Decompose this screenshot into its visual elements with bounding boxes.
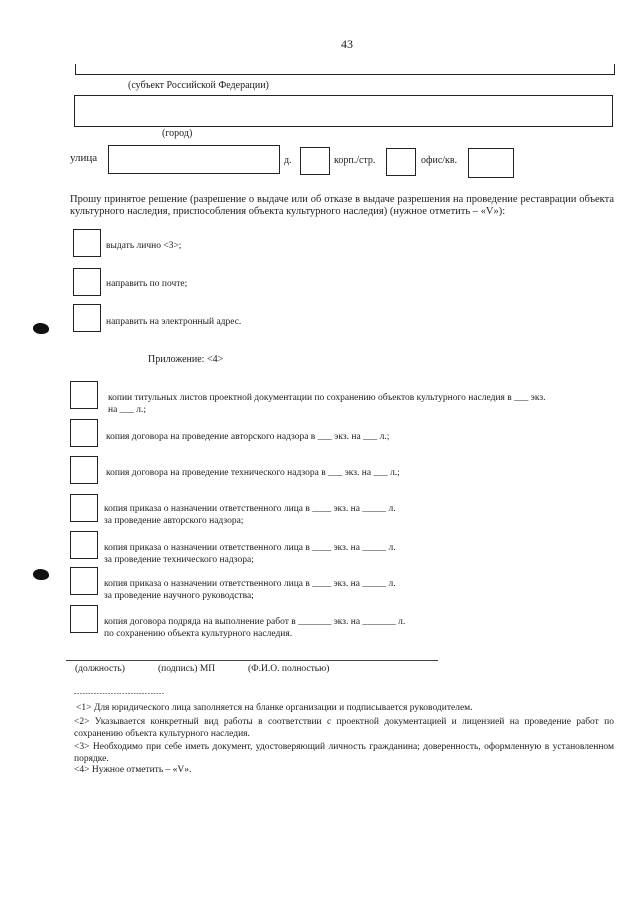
delivery-in-person-checkbox[interactable] <box>73 229 101 257</box>
attachment-1-line2: на ___ л.; <box>108 405 147 415</box>
subject-underline <box>75 74 615 75</box>
hole-punch-mark-2 <box>33 569 49 580</box>
attachment-2-line1: копия договора на проведение авторского надзора в ___ экз. на ___ л.; <box>106 432 390 442</box>
building-field[interactable] <box>386 148 416 176</box>
attachment-1-checkbox[interactable] <box>70 381 98 409</box>
attachment-2-checkbox[interactable] <box>70 419 98 447</box>
footnotes-separator: -------------------------------- <box>74 689 165 697</box>
house-label: д. <box>284 155 292 166</box>
subject-right-tick <box>614 64 615 74</box>
attachment-6-line1: копия приказа о назначении ответственного лица в ____ экз. на _____ л. <box>104 579 396 589</box>
signature-name-label: (Ф.И.О. полностью) <box>248 664 330 674</box>
city-label: (город) <box>162 128 193 139</box>
city-field[interactable] <box>74 95 613 127</box>
attachment-1-line1: копии титульных листов проектной документации по сохранению объектов культурного наследия в ___ экз. <box>108 393 546 403</box>
house-field[interactable] <box>300 147 330 175</box>
attachment-5-line2: за проведение технического надзора; <box>104 555 254 565</box>
attachment-3-checkbox[interactable] <box>70 456 98 484</box>
attachment-3-line1: копия договора на проведение технического надзора в ___ экз. на ___ л.; <box>106 468 400 478</box>
attachment-5-checkbox[interactable] <box>70 531 98 559</box>
hole-punch-mark <box>33 323 49 334</box>
attachment-6-checkbox[interactable] <box>70 567 98 595</box>
attachment-7-line1: копия договора подряда на выполнение работ в _______ экз. на _______ л. <box>104 617 406 627</box>
delivery-by-email-checkbox[interactable] <box>73 304 101 332</box>
delivery-by-email-label: направить на электронный адрес. <box>106 317 242 327</box>
footnote-3: <3> Необходимо при себе иметь документ, удостоверяющий личность гражданина; доверенность, оформленную в установленном порядке. <box>74 742 614 764</box>
attachment-4-line2: за проведение авторского надзора; <box>104 516 244 526</box>
attachment-7-line2: по сохранению объекта культурного наследия. <box>104 629 293 639</box>
attachment-4-checkbox[interactable] <box>70 494 98 522</box>
footnote-4: <4> Нужное отметить – «V». <box>74 765 192 775</box>
footnote-1: <1> Для юридического лица заполняется на бланке организации и подписывается руководителем. <box>76 703 473 713</box>
attachment-4-line1: копия приказа о назначении ответственного лица в ____ экз. на _____ л. <box>104 504 396 514</box>
signature-line <box>66 660 438 661</box>
attachment-5-line1: копия приказа о назначении ответственного лица в ____ экз. на _____ л. <box>104 543 396 553</box>
signature-position-label: (должность) <box>75 664 125 674</box>
footnote-2: <2> Указывается конкретный вид работы в соответствии с проектной документацией и лицензией на проведение работ по сохранению объекта культурного наследия. <box>74 717 614 739</box>
request-text: Прошу принятое решение (разрешение о выдаче или об отказе в выдаче разрешения на проведение реставрации объекта культурного наследия, приспособления объекта культурного наследия) (нужное отметить – «V»): <box>70 194 614 217</box>
office-field[interactable] <box>468 148 514 178</box>
attachment-7-checkbox[interactable] <box>70 605 98 633</box>
delivery-by-mail-checkbox[interactable] <box>73 268 101 296</box>
subject-left-tick <box>75 64 76 74</box>
street-field[interactable] <box>108 145 280 174</box>
attachment-6-line2: за проведение научного руководства; <box>104 591 254 601</box>
building-label: корп./стр. <box>334 155 376 166</box>
office-label: офис/кв. <box>421 155 458 166</box>
page-number: 43 <box>341 37 353 51</box>
subject-label: (субъект Российской Федерации) <box>128 80 269 91</box>
attachment-title: Приложение: <4> <box>148 354 224 365</box>
delivery-in-person-label: выдать лично <3>; <box>106 241 182 251</box>
signature-sign-label: (подпись) МП <box>158 664 216 674</box>
delivery-by-mail-label: направить по почте; <box>106 279 188 289</box>
street-label: улица <box>70 152 98 164</box>
